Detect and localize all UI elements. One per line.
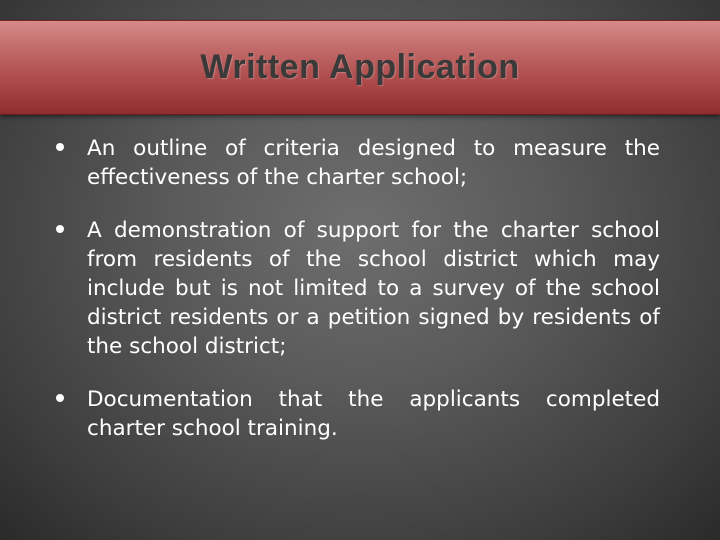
title-banner	[0, 20, 720, 115]
bullet-item	[56, 385, 660, 443]
bullet-dot-icon	[56, 394, 64, 402]
bullet-item	[56, 216, 660, 361]
bullet-list	[56, 134, 660, 443]
bullet-item	[56, 134, 660, 192]
slide-title	[0, 21, 720, 114]
slide-title-text: Written Application	[200, 48, 520, 86]
bullet-dot-icon	[56, 225, 64, 233]
bullet-text: An outline of criteria designed to measure the effectiveness of the charter school;	[87, 136, 660, 190]
bullet-text: A demonstration of support for the charter school from residents of the school district which may include but is not limited to a survey of the school district residents or a petition signed by residents of the school district;	[87, 218, 660, 359]
bullet-dot-icon	[56, 143, 64, 151]
bullet-text: Documentation that the applicants completed charter school training.	[87, 387, 660, 441]
